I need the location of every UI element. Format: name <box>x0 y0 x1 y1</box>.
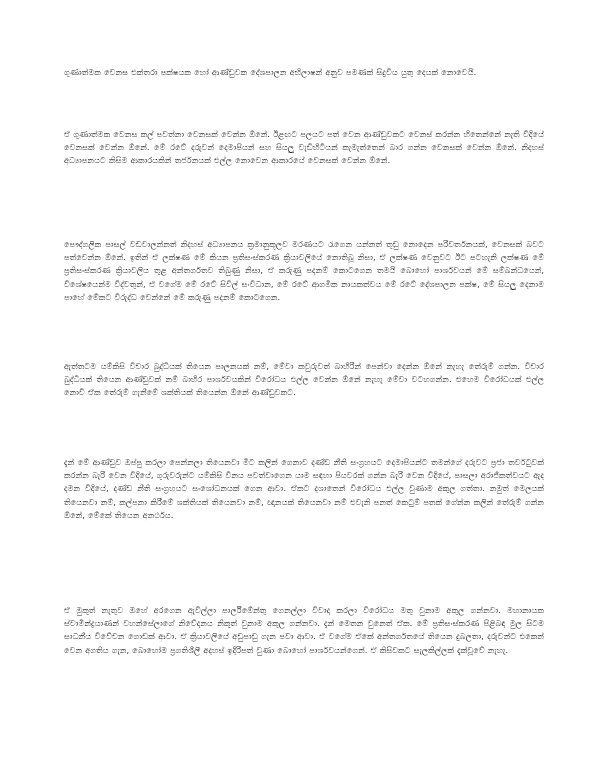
paragraph-4: ඇත්තටම යම්කිසි විචාර බුද්ධියක් තියෙන පාලනයක් නම්, මේවා කවුරුවත් බාහිරින් පෙන්වා දෙන්න ඕනේ නැහැ තේරුම් ගන්න. විචාර බුද්ධියක් තියෙන ආණ්ඩුවක් නම් බාහිර පාර්ශවයකින් විරෝධය එල්ල වෙන්න ඕනේ නැහැ මේවා වටහගන්න. එහෙම විරෝධයක් එල්ල නොවී ඒක තේරුම් ගැනීමේ ශක්තියක් තියෙන්න ඕනේ ආණ්ඩුවකට. <box>64 361 544 398</box>
paragraph-1: ගුණාත්මක වෙනස එක්තරා පක්ෂයක හෝ ආණ්ඩුවක දේශපාලන අභිලාෂන් අනුව පමණක් සිදුවිය යුතු දෙයක් නොවෙයි. <box>64 67 477 77</box>
paragraph-5: දැන් මේ ආණ්ඩුව ඔප්පු කරලා පෙන්නලා තියෙනවා මීට කලින් ගෙනාව දණ්ඩ නීති සංග්‍රහයට දෙමාපියන්ට තමන්ගේ දරුවට ප්‍රජා තර්වටුවක් කරන්න බැරි වෙන විදියේ, ගුරුවරුන්ට යම්කිසි විනය පවත්වාගෙන යාම සඳහා පියවරක් ගන්න බැරි වෙන විදියේ, පාසලා අරාජිකත්වයට ඇද දමන විදියේ, දණ්ඩ නීති සංග්‍රහයට සංශෝධනයක් ගෙන ආවා. ඒකට දශාතෙන් විරෝධය එල්ල වුණාම අකුල ගත්තා. නමුත් මෙලයක් තියෙනවා නම්, කල්පනා කිරීමේ ශක්තියක් තියෙනවා නම්, ඥානයක් තියෙනවා නම් එවැනි පනත් කෙටුම් පතක් ගේන්න කලින් තේරුම් ගන්න ඕනේ, මේකේ තියෙන අනර්ථය. <box>64 457 544 520</box>
paragraph-2: ඒ ගුණාත්මක වෙනස කල් පවත්නා වෙනසක් වෙන්න ඕනේ. ඊළඟට පලයට පත් වෙන ආණ්ඩුවකට වෙනස් කරන්න හිතෙන්නේ නැති විදියේ වෙනසක් වෙන්න ඕනේ. මේ රටේ දරුවන් දෙමාපියන් සහ සියලු වැඩිහිටියන් කැමැත්තෙන් බාර ගන්න වෙනසක් වෙන්න ඕනේ. නිදහස් අධ්‍යාපනයට කිසිම ආකාරයකින් තර්ජනයක් එල්ල නොවෙන ආකාරයේ වෙනසක් වෙන්න ඕනේ. <box>64 129 544 166</box>
paragraph-3: පෞද්ගලික පාසල් වඩවාලන්නත් නිදහස් අධ්‍යාපනය ක්‍රමානුකූලව මරණයට රැගෙන යන්නත් තුඩු නොදෙන පරිවර්තනයක්, වෙනසක් බවට පත්වෙන්න ඕනේ. ඉතින් ඒ ලක්ෂණ මේ කියන ප්‍රතිසංස්කරණ ක්‍රියාවලියේ නොතිබූ නිසා, ඒ ලක්ෂණ වෙනුවට ඊට පටහැනි ලක්ෂණ මේ ප්‍රතිසංස්කරණ ක්‍රියාවලිය තුළ අන්තර්ගතව තිබුණු නිසා, ඒ කරුණු පදනම් කොටගෙන තමයි බොහෝ පාර්ශවයන් මේ සම්බන්ධයෙන්, විශේෂයෙන්ම විද්වතුන්, ඒ වගේම මේ රටේ සිවිල් සංවිධාන, මේ රටේ ආගමික නායකත්වය මේ රටේ දේශපාලන පක්ෂ, මේ සියලු දෙනාම පාහේ මේකට විරුද්ධ වෙන්නේ මේ කරුණු පදනම් කොටගෙන. <box>64 239 544 302</box>
paragraph-6: ඒ මුකුත් නැතුව ඔහේ අරගෙන ඇවිල්ලා පාර්ලිමේන්තු ගෙනල්ලා විවාද කරලා විරෝධය මතු වුනාම අකුල ගන්නවා. මහානායක ස්වාමීන්ද්‍රයාණන් වහන්සේලාගේ නිවේදනය නිකුත් වුනාම අකුල ගන්නවා. දැන් මෙතන වුනෙත් ඒක. මේ ප්‍රතිසංස්කරණ පිළිබඳ මුල සිටම සාධනීය විවේචන ගොඩක් ආවා. ඒ ක්‍රියාවලියේ අඩුපාඩු ගැන පවා ආවා. ඒ වගේම ඒකේ අන්තර්ගතයේ තියෙන දුබලතා, දරුවන්ට එකෙන් වෙන අගතිය ගැන, බොහෝම ප්‍රගතිශීලී අදහස් ඉදිරිපත් වුණා බොහෝ පාර්ශවයන්ගෙන්. ඒ කිසිවකට සැලකිල්ලක් දැක්වූවේ නැහැ. <box>64 605 544 655</box>
